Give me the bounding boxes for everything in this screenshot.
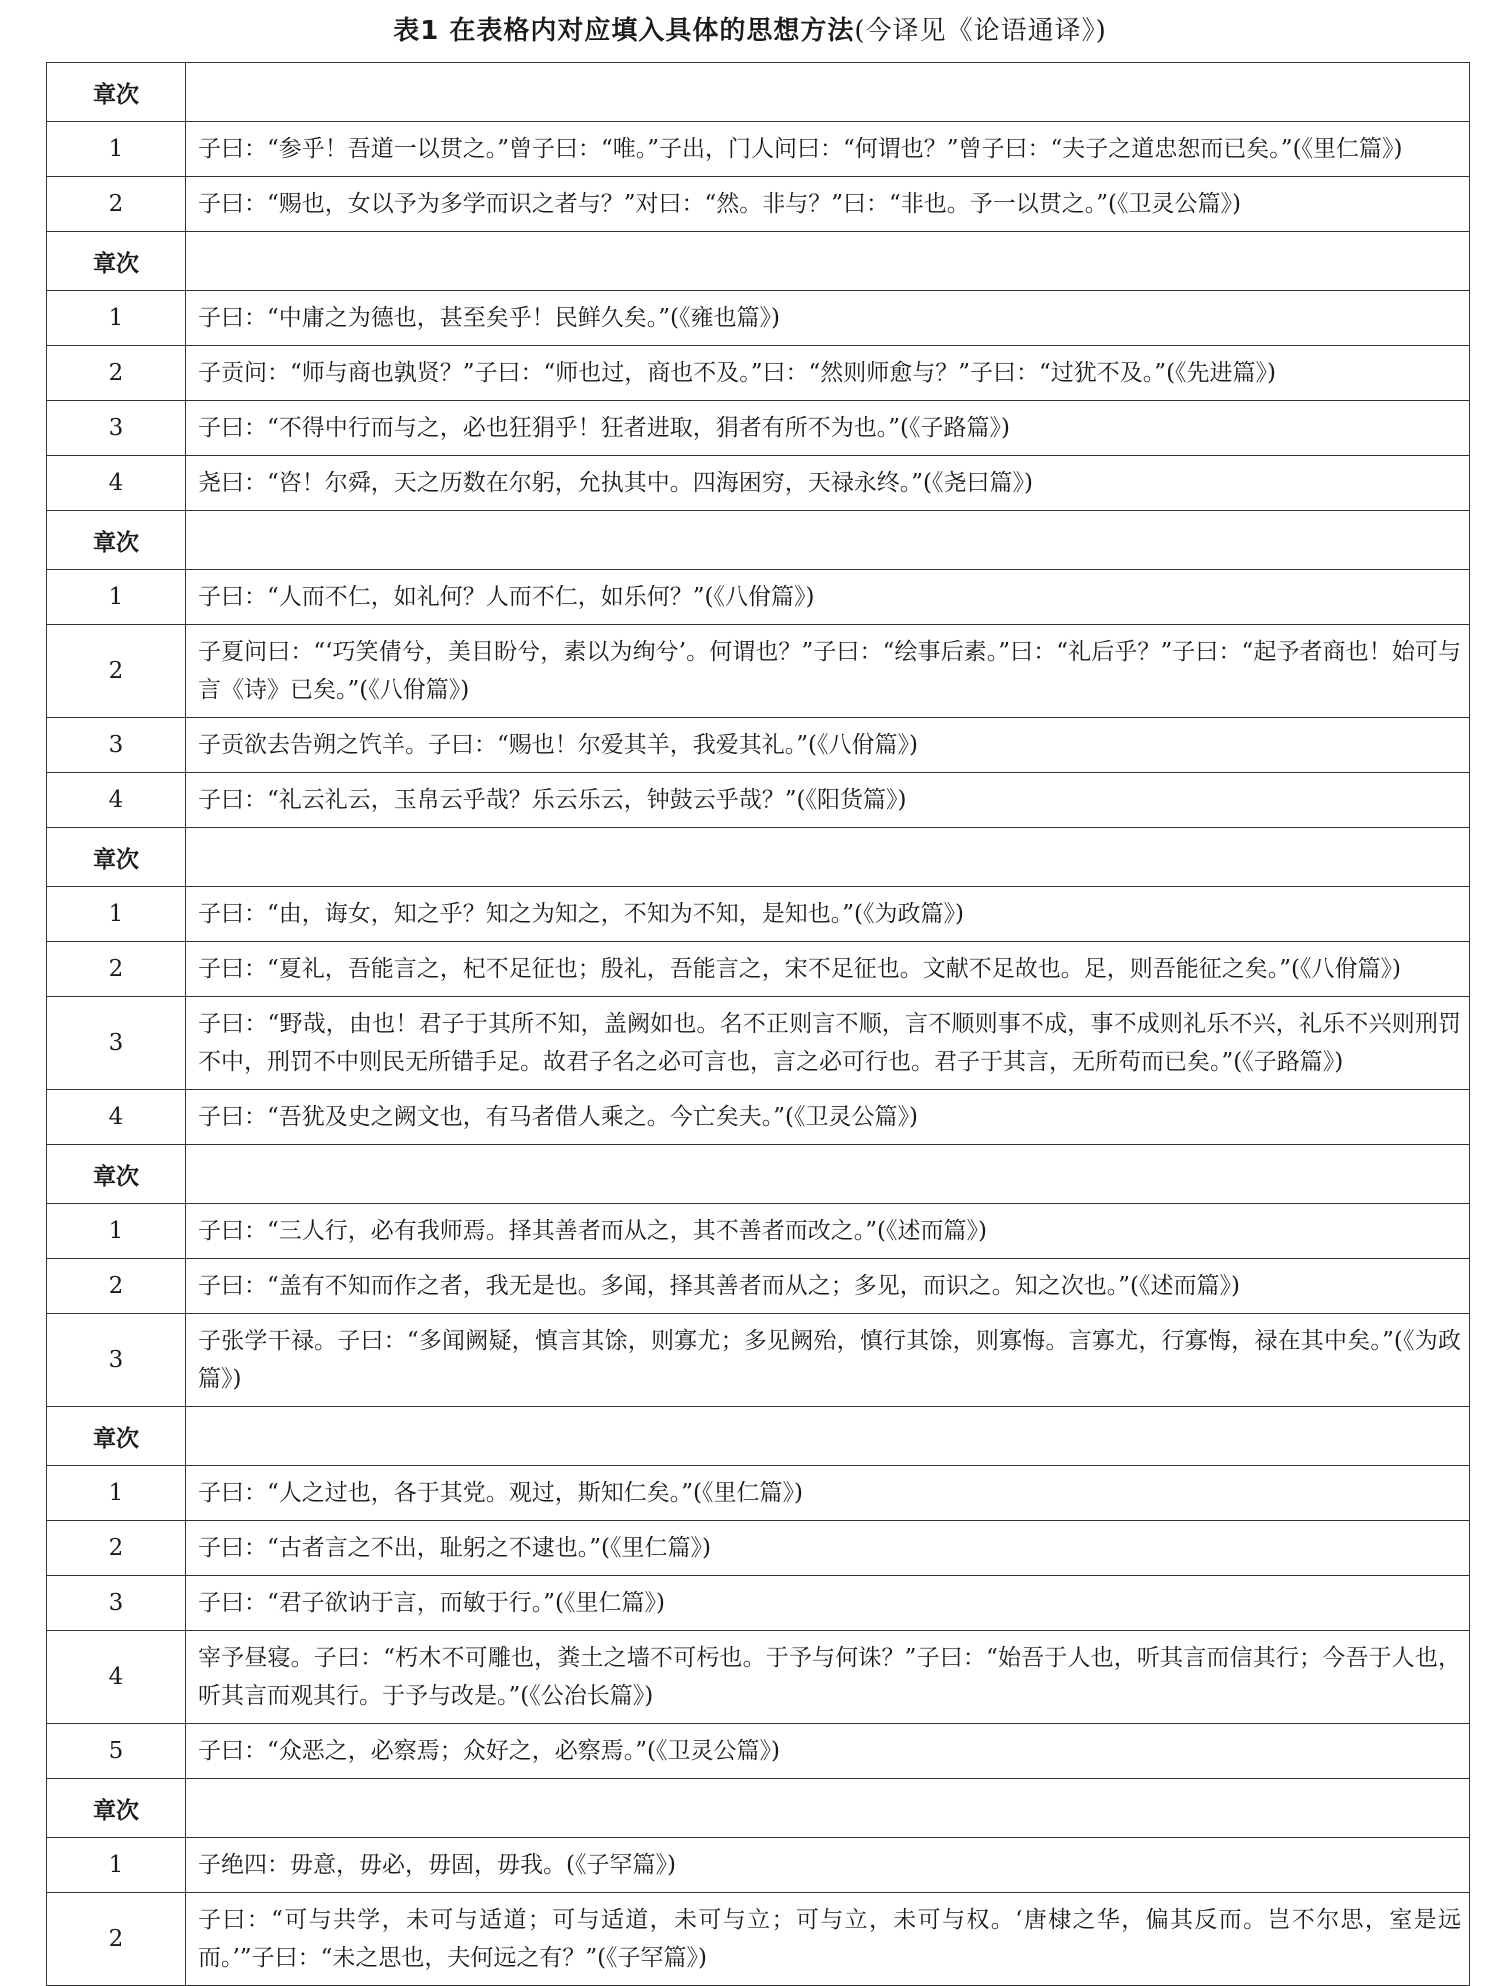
chapter-header-cell: 章次 bbox=[47, 828, 186, 887]
table-row bbox=[47, 997, 1470, 1090]
table-row bbox=[47, 177, 1470, 232]
row-number-cell: 2 bbox=[47, 1893, 186, 1986]
table-row bbox=[47, 1838, 1470, 1893]
method-fill-cell[interactable] bbox=[186, 1407, 1470, 1466]
quotation-cell: 子曰：“众恶之，必察焉；众好之，必察焉。”(《卫灵公篇》) bbox=[186, 1724, 1470, 1779]
section-header-row bbox=[47, 828, 1470, 887]
quotation-cell: 子曰：“礼云礼云，玉帛云乎哉？乐云乐云，钟鼓云乎哉？”(《阳货篇》) bbox=[186, 773, 1470, 828]
method-fill-cell[interactable] bbox=[186, 828, 1470, 887]
chapter-header-cell: 章次 bbox=[47, 511, 186, 570]
quotation-cell: 尧曰：“咨！尔舜，天之历数在尔躬，允执其中。四海困穷，天禄永终。”(《尧曰篇》) bbox=[186, 456, 1470, 511]
chapter-header-cell: 章次 bbox=[47, 232, 186, 291]
method-fill-cell[interactable] bbox=[186, 511, 1470, 570]
quotation-cell: 子曰：“由，诲女，知之乎？知之为知之，不知为不知，是知也。”(《为政篇》) bbox=[186, 887, 1470, 942]
table-row bbox=[47, 401, 1470, 456]
table-row bbox=[47, 291, 1470, 346]
row-number-cell: 1 bbox=[47, 570, 186, 625]
row-number-cell: 3 bbox=[47, 1314, 186, 1407]
method-fill-cell[interactable] bbox=[186, 63, 1470, 122]
table-row bbox=[47, 942, 1470, 997]
table-row bbox=[47, 1724, 1470, 1779]
section-header-row bbox=[47, 63, 1470, 122]
row-number-cell: 1 bbox=[47, 1838, 186, 1893]
table-row bbox=[47, 1631, 1470, 1724]
quotation-cell: 子曰：“三人行，必有我师焉。择其善者而从之，其不善者而改之。”(《述而篇》) bbox=[186, 1204, 1470, 1259]
quotation-cell: 子曰：“野哉，由也！君子于其所不知，盖阙如也。名不正则言不顺，言不顺则事不成，事不成则礼乐不兴，礼乐不兴则刑罚不中，刑罚不中则民无所错手足。故君子名之必可言也，言之必可行也。君子于其言，无所苟而已矣。”(《子路篇》) bbox=[186, 997, 1470, 1090]
row-number-cell: 3 bbox=[47, 401, 186, 456]
quotation-cell: 子曰：“吾犹及史之阙文也，有马者借人乘之。今亡矣夫。”(《卫灵公篇》) bbox=[186, 1090, 1470, 1145]
chapter-header-cell: 章次 bbox=[47, 63, 186, 122]
table-row bbox=[47, 122, 1470, 177]
row-number-cell: 1 bbox=[47, 1466, 186, 1521]
table-row bbox=[47, 1466, 1470, 1521]
caption-main: 表1 在表格内对应填入具体的思想方法 bbox=[393, 16, 855, 46]
row-number-cell: 3 bbox=[47, 1576, 186, 1631]
table-row bbox=[47, 346, 1470, 401]
table-row bbox=[47, 1576, 1470, 1631]
row-number-cell: 4 bbox=[47, 456, 186, 511]
row-number-cell: 4 bbox=[47, 1090, 186, 1145]
quotation-cell: 子曰：“中庸之为德也，甚至矣乎！民鲜久矣。”(《雍也篇》) bbox=[186, 291, 1470, 346]
quotation-cell: 子曰：“人而不仁，如礼何？人而不仁，如乐何？”(《八佾篇》) bbox=[186, 570, 1470, 625]
quotation-cell: 子曰：“君子欲讷于言，而敏于行。”(《里仁篇》) bbox=[186, 1576, 1470, 1631]
section-header-row bbox=[47, 1779, 1470, 1838]
quotation-cell: 子绝四：毋意，毋必，毋固，毋我。(《子罕篇》) bbox=[186, 1838, 1470, 1893]
quotation-cell: 子曰：“盖有不知而作之者，我无是也。多闻，择其善者而从之；多见，而识之。知之次也。”(《述而篇》) bbox=[186, 1259, 1470, 1314]
row-number-cell: 2 bbox=[47, 346, 186, 401]
quotation-table bbox=[46, 62, 1470, 1986]
caption-subtitle: (今译见《论语通译》) bbox=[854, 16, 1107, 46]
row-number-cell: 3 bbox=[47, 997, 186, 1090]
quotation-cell: 子曰：“古者言之不出，耻躬之不逮也。”(《里仁篇》) bbox=[186, 1521, 1470, 1576]
table-row bbox=[47, 1893, 1470, 1986]
quotation-cell: 子曰：“人之过也，各于其党。观过，斯知仁矣。”(《里仁篇》) bbox=[186, 1466, 1470, 1521]
section-header-row bbox=[47, 511, 1470, 570]
section-header-row bbox=[47, 1145, 1470, 1204]
row-number-cell: 2 bbox=[47, 1521, 186, 1576]
chapter-header-cell: 章次 bbox=[47, 1407, 186, 1466]
table-row bbox=[47, 456, 1470, 511]
method-fill-cell[interactable] bbox=[186, 1779, 1470, 1838]
table-row bbox=[47, 625, 1470, 718]
table-row bbox=[47, 1204, 1470, 1259]
quotation-cell: 子贡欲去告朔之饩羊。子曰：“赐也！尔爱其羊，我爱其礼。”(《八佾篇》) bbox=[186, 718, 1470, 773]
section-header-row bbox=[47, 1407, 1470, 1466]
row-number-cell: 4 bbox=[47, 1631, 186, 1724]
table-body bbox=[47, 63, 1470, 1986]
table-row bbox=[47, 718, 1470, 773]
section-header-row bbox=[47, 232, 1470, 291]
chapter-header-cell: 章次 bbox=[47, 1145, 186, 1204]
chapter-header-cell: 章次 bbox=[47, 1779, 186, 1838]
table-row bbox=[47, 570, 1470, 625]
quotation-cell: 子曰：“参乎！吾道一以贯之。”曾子曰：“唯。”子出，门人问曰：“何谓也？”曾子曰：“夫子之道忠恕而已矣。”(《里仁篇》) bbox=[186, 122, 1470, 177]
table-row bbox=[47, 1314, 1470, 1407]
row-number-cell: 1 bbox=[47, 122, 186, 177]
quotation-cell: 子夏问曰：“‘巧笑倩兮，美目盼兮，素以为绚兮’。何谓也？”子曰：“绘事后素。”曰：“礼后乎？”子曰：“起予者商也！始可与言《诗》已矣。”(《八佾篇》) bbox=[186, 625, 1470, 718]
row-number-cell: 4 bbox=[47, 773, 186, 828]
table-row bbox=[47, 1259, 1470, 1314]
quotation-cell: 子曰：“不得中行而与之，必也狂狷乎！狂者进取，狷者有所不为也。”(《子路篇》) bbox=[186, 401, 1470, 456]
row-number-cell: 5 bbox=[47, 1724, 186, 1779]
table-row bbox=[47, 773, 1470, 828]
method-fill-cell[interactable] bbox=[186, 1145, 1470, 1204]
row-number-cell: 1 bbox=[47, 887, 186, 942]
row-number-cell: 2 bbox=[47, 942, 186, 997]
quotation-cell: 子贡问：“师与商也孰贤？”子曰：“师也过，商也不及。”曰：“然则师愈与？”子曰：“过犹不及。”(《先进篇》) bbox=[186, 346, 1470, 401]
table-row bbox=[47, 1090, 1470, 1145]
table-caption bbox=[0, 10, 1500, 47]
row-number-cell: 2 bbox=[47, 1259, 186, 1314]
quotation-cell: 子曰：“夏礼，吾能言之，杞不足征也；殷礼，吾能言之，宋不足征也。文献不足故也。足，则吾能征之矣。”(《八佾篇》) bbox=[186, 942, 1470, 997]
row-number-cell: 2 bbox=[47, 177, 186, 232]
method-fill-cell[interactable] bbox=[186, 232, 1470, 291]
quotation-cell: 子张学干禄。子曰：“多闻阙疑，慎言其馀，则寡尤；多见阙殆，慎行其馀，则寡悔。言寡尤，行寡悔，禄在其中矣。”(《为政篇》) bbox=[186, 1314, 1470, 1407]
table-row bbox=[47, 1521, 1470, 1576]
table-row bbox=[47, 887, 1470, 942]
quotation-cell: 子曰：“赐也，女以予为多学而识之者与？”对曰：“然。非与？”曰：“非也。予一以贯之。”(《卫灵公篇》) bbox=[186, 177, 1470, 232]
row-number-cell: 1 bbox=[47, 1204, 186, 1259]
quotation-cell: 子曰：“可与共学，未可与适道；可与适道，未可与立；可与立，未可与权。‘唐棣之华，偏其反而。岂不尔思，室是远而。’”子曰：“未之思也，夫何远之有？”(《子罕篇》) bbox=[186, 1893, 1470, 1986]
quotation-cell: 宰予昼寝。子曰：“朽木不可雕也，粪土之墙不可杇也。于予与何诛？”子曰：“始吾于人也，听其言而信其行；今吾于人也，听其言而观其行。于予与改是。”(《公冶长篇》) bbox=[186, 1631, 1470, 1724]
row-number-cell: 3 bbox=[47, 718, 186, 773]
row-number-cell: 1 bbox=[47, 291, 186, 346]
row-number-cell: 2 bbox=[47, 625, 186, 718]
